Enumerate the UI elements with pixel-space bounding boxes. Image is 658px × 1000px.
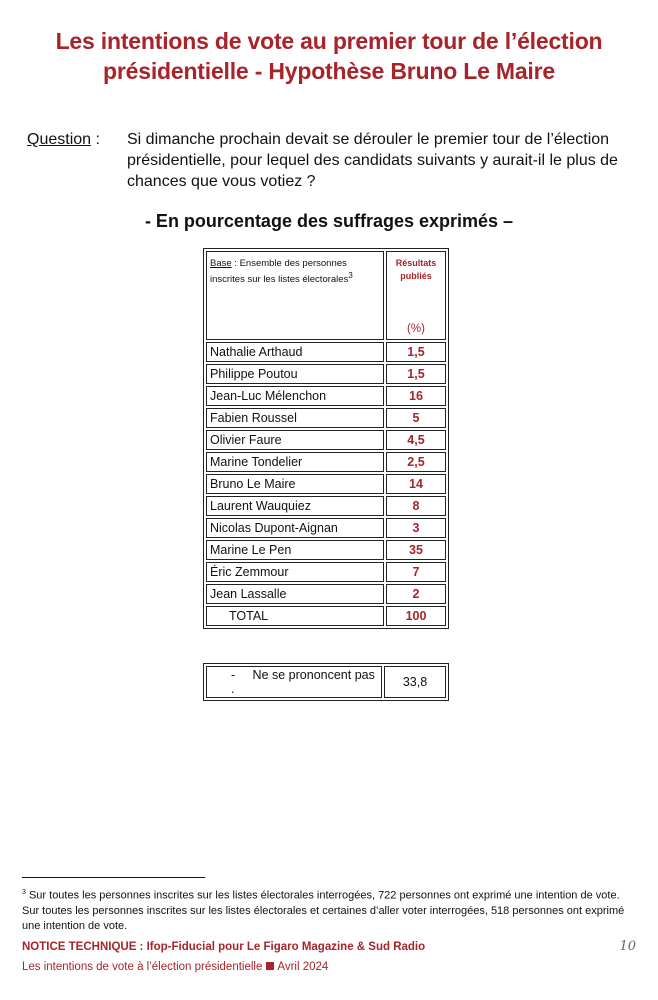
- candidate-value: 2: [386, 584, 446, 604]
- candidate-name: Jean-Luc Mélenchon: [206, 386, 384, 406]
- results-header-line2: publiés: [400, 271, 432, 281]
- candidate-value: 2,5: [386, 452, 446, 472]
- candidate-name: Nathalie Arthaud: [206, 342, 384, 362]
- table-row: [206, 518, 446, 538]
- question-label: [27, 129, 100, 150]
- candidate-name: Bruno Le Maire: [206, 474, 384, 494]
- candidate-name: Marine Tondelier: [206, 452, 384, 472]
- footnote-text: Sur toutes les personnes inscrites sur les listes électorales interrogées, 722 personnes ont exprimé une intention de vote. Sur toutes les personnes inscrites sur les listes électorales et certaines d’aller voter interrogées, 518 personnes ont exprimé une intention de vote.: [22, 889, 625, 932]
- table-row: [206, 386, 446, 406]
- page-number: 10: [619, 939, 636, 954]
- candidate-value: 8: [386, 496, 446, 516]
- results-header-cell: [386, 251, 446, 340]
- table-row: [206, 364, 446, 384]
- total-row: [206, 606, 446, 626]
- table-row: [206, 540, 446, 560]
- footer-subtitle: [22, 961, 328, 973]
- candidate-value: 7: [386, 562, 446, 582]
- candidate-value: 5: [386, 408, 446, 428]
- table-row: [206, 584, 446, 604]
- no-opinion-label-cell: [206, 666, 382, 698]
- base-note-ref: 3: [348, 271, 353, 280]
- footer-subtitle-right: Avril 2024: [277, 961, 329, 973]
- candidate-name: Fabien Roussel: [206, 408, 384, 428]
- candidate-value: 1,5: [386, 364, 446, 384]
- table-row: [206, 430, 446, 450]
- footnote-rule: [22, 877, 205, 878]
- page-title-line1: Les intentions de vote au premier tour de l’élection: [55, 28, 603, 54]
- page-title: [20, 26, 638, 86]
- candidate-value: 14: [386, 474, 446, 494]
- candidate-value: 35: [386, 540, 446, 560]
- base-cell: [206, 251, 384, 340]
- base-label: Base: [210, 258, 232, 269]
- candidate-value: 4,5: [386, 430, 446, 450]
- notice-technique: NOTICE TECHNIQUE : Ifop-Fiducial pour Le Figaro Magazine & Sud Radio: [22, 941, 426, 953]
- candidate-name: Olivier Faure: [206, 430, 384, 450]
- candidate-name: Marine Le Pen: [206, 540, 384, 560]
- page-title-line2: présidentielle - Hypothèse Bruno Le Maire: [103, 58, 555, 84]
- table-row: [206, 342, 446, 362]
- footer-subtitle-left: Les intentions de vote à l’élection présidentielle: [22, 961, 263, 973]
- candidate-name: Philippe Poutou: [206, 364, 384, 384]
- question-label-suffix: :: [91, 131, 100, 148]
- table-row: [206, 408, 446, 428]
- footnote-ref: 3: [22, 889, 26, 896]
- no-opinion-dash: -: [231, 668, 236, 682]
- question-label-text: Question: [27, 131, 92, 148]
- table-row: [206, 474, 446, 494]
- table-row: [206, 562, 446, 582]
- results-header-line1: Résultats: [395, 258, 437, 268]
- candidate-name: Laurent Wauquiez: [206, 496, 384, 516]
- candidate-value: 3: [386, 518, 446, 538]
- results-table: [203, 248, 449, 629]
- total-label: TOTAL: [206, 606, 384, 626]
- candidate-name: Jean Lassalle: [206, 584, 384, 604]
- question-text: Si dimanche prochain devait se dérouler le premier tour de l’élection présidentielle, pour lequel des candidats suivants y aurait-il le plus de chances que vous votiez ?: [127, 131, 618, 190]
- footnote: [22, 885, 634, 934]
- candidate-value: 1,5: [386, 342, 446, 362]
- no-opinion-value: 33,8: [384, 666, 446, 698]
- candidate-name: Nicolas Dupont-Aignan: [206, 518, 384, 538]
- candidate-name: Éric Zemmour: [206, 562, 384, 582]
- square-bullet-icon: [266, 962, 274, 970]
- total-value: 100: [386, 606, 446, 626]
- candidate-value: 16: [386, 386, 446, 406]
- no-opinion-row: [206, 666, 446, 698]
- section-subtitle: - En pourcentage des suffrages exprimés –: [144, 211, 514, 231]
- results-unit: (%): [407, 323, 425, 335]
- base-text: : Ensemble des personnes inscrites sur les listes électorales: [210, 258, 349, 286]
- table-row: [206, 496, 446, 516]
- no-opinion-label: Ne se prononcent pas .: [231, 668, 375, 696]
- table-header-row: [206, 251, 446, 340]
- table-row: [206, 452, 446, 472]
- no-opinion-table: [203, 663, 449, 701]
